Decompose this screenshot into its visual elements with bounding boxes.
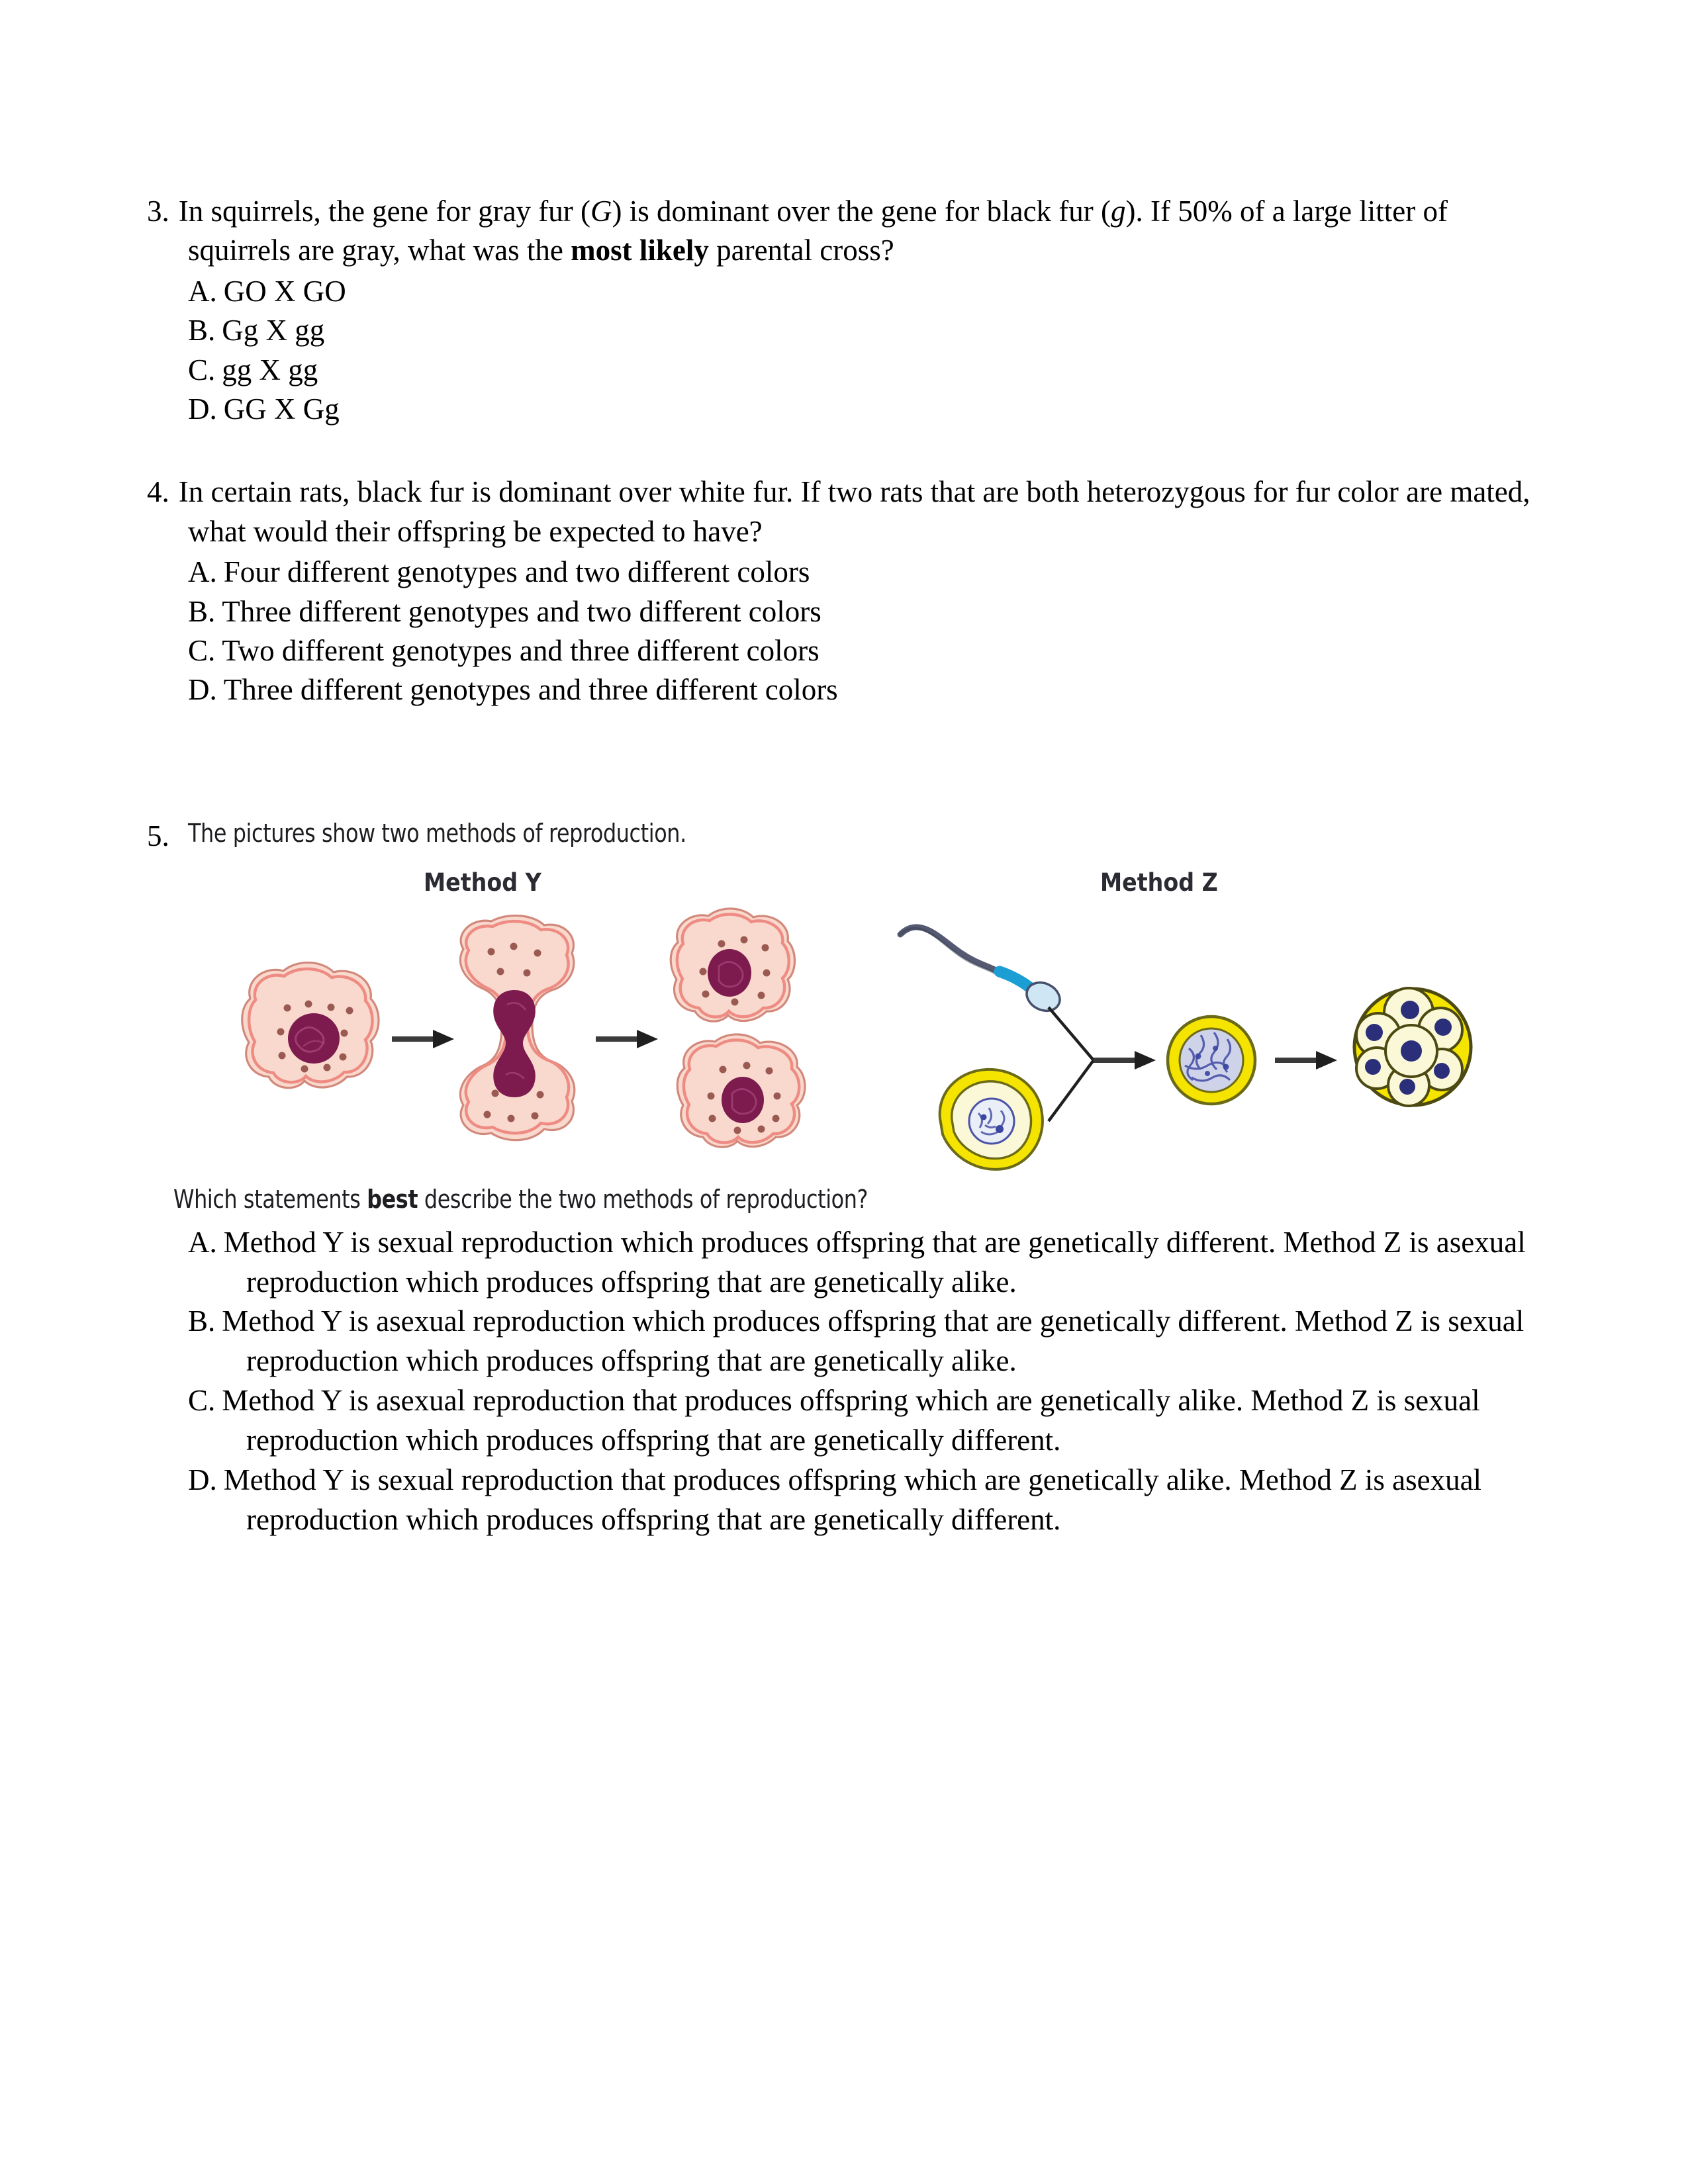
arrow-z-2 — [1275, 1051, 1337, 1069]
question-3-option-a[interactable] — [188, 272, 1544, 311]
method-y-group — [242, 909, 805, 1147]
method-y-label: Method Y — [424, 868, 541, 897]
amoeba-daughter-cell-2 — [677, 1034, 805, 1147]
question-3-option-c[interactable] — [188, 351, 1544, 390]
option-letter: C. — [188, 353, 216, 387]
zygote-cell — [1168, 1017, 1255, 1104]
question-3-number: 3. — [147, 195, 169, 228]
question-5-option-d[interactable] — [188, 1461, 1544, 1540]
amoeba-parent-cell — [242, 962, 379, 1087]
spacer-q4-q5 — [147, 710, 1544, 815]
reproduction-methods-figure — [173, 868, 1497, 1179]
question-4-options — [147, 553, 1544, 710]
option-letter: D. — [188, 392, 217, 426]
reproduction-diagram-svg — [173, 868, 1497, 1179]
amoeba-dividing-cell — [460, 915, 574, 1140]
option-letter: C. — [188, 1384, 216, 1418]
question-4 — [147, 473, 1544, 709]
question-4-stem — [147, 473, 1544, 551]
amoeba-daughter-cell-1 — [671, 909, 794, 1021]
question-3-option-b[interactable] — [188, 311, 1544, 350]
question-3-allele-recessive: g — [1111, 195, 1126, 228]
question-4-option-a[interactable] — [188, 553, 1544, 592]
option-letter: D. — [188, 673, 217, 707]
question-4-stem-text: In certain rats, black fur is dominant over white fur. If two rats that are both heterozygous for fur color are mated, what would their offspring be expected to have? — [178, 475, 1530, 548]
question-3-option-d[interactable] — [188, 390, 1544, 429]
option-letter: B. — [188, 1304, 216, 1338]
question-3-stem — [147, 192, 1544, 271]
arrow-y-1 — [392, 1030, 454, 1048]
prompt-emphasis: best — [367, 1184, 418, 1214]
question-5-number: 5. — [147, 819, 169, 852]
egg-cell — [940, 1069, 1043, 1169]
question-5-header — [147, 815, 1544, 851]
question-5-option-b[interactable] — [188, 1302, 1544, 1381]
option-letter: A. — [188, 1225, 217, 1259]
question-5-options — [147, 1223, 1544, 1540]
option-letter: B. — [188, 314, 216, 347]
question-3-allele-dominant: G — [590, 195, 612, 228]
sperm-cell — [900, 927, 1064, 1016]
option-text: Four different genotypes and two different colors — [223, 555, 810, 589]
page-content — [147, 192, 1544, 1539]
option-text: gg X gg — [222, 353, 318, 387]
option-text: Method Y is sexual reproduction which produces offspring that are genetically different. Method Z is asexual reproduction which produces offspring that are genetically alike. — [223, 1225, 1526, 1298]
question-4-option-c[interactable] — [188, 631, 1544, 670]
question-5-option-c[interactable] — [188, 1381, 1544, 1461]
question-3-stem-part3: ). If 50% of a large litter of squirrels are gray, what was the — [188, 195, 1448, 267]
option-letter: A. — [188, 555, 217, 589]
question-4-number: 4. — [147, 475, 169, 509]
spacer-q3-q4 — [147, 429, 1544, 473]
option-text: Gg X gg — [222, 314, 325, 347]
question-4-option-d[interactable] — [188, 670, 1544, 709]
option-text: GO X GO — [223, 274, 346, 308]
question-5-option-a[interactable] — [188, 1223, 1544, 1302]
option-text: Method Y is sexual reproduction that produces offspring which are genetically alike. Method Z is asexual reproduction which produces offspring that are genetically different. — [223, 1463, 1482, 1536]
option-text: Three different genotypes and two different colors — [222, 594, 821, 628]
question-3 — [147, 192, 1544, 429]
fertilization-junction — [1049, 1007, 1156, 1121]
arrow-y-2 — [596, 1030, 658, 1048]
prompt-part2: describe the two methods of reproduction? — [418, 1184, 868, 1214]
question-5-title: The pictures show two methods of reproduction. — [188, 818, 686, 848]
method-z-label: Method Z — [1100, 868, 1218, 897]
option-letter: C. — [188, 633, 216, 667]
question-5-prompt — [173, 1185, 1448, 1214]
option-text: Two different genotypes and three different colors — [222, 633, 820, 667]
question-3-options — [147, 272, 1544, 430]
option-letter: B. — [188, 594, 216, 628]
question-4-option-b[interactable] — [188, 592, 1544, 631]
question-3-stem-part2: ) is dominant over the gene for black fur ( — [612, 195, 1111, 228]
option-text: GG X Gg — [223, 392, 340, 426]
option-letter: D. — [188, 1463, 217, 1496]
question-3-stem-part4: parental cross? — [708, 234, 894, 267]
prompt-part1: Which statements — [173, 1184, 367, 1214]
question-3-stem-part1: In squirrels, the gene for gray fur ( — [178, 195, 591, 228]
question-5 — [147, 815, 1544, 1540]
option-text: Method Y is asexual reproduction which produces offspring that are genetically different. Method Z is sexual reproduction which produces offspring that are genetically alike. — [222, 1304, 1524, 1378]
option-text: Method Y is asexual reproduction that produces offspring which are genetically alike. Method Z is sexual reproduction which produces offspring that are genetically different. — [222, 1384, 1480, 1457]
option-letter: A. — [188, 274, 217, 308]
embryo-morula — [1354, 988, 1471, 1106]
question-3-emphasis: most likely — [571, 234, 709, 267]
option-text: Three different genotypes and three different colors — [223, 673, 838, 707]
method-z-group — [900, 927, 1471, 1169]
